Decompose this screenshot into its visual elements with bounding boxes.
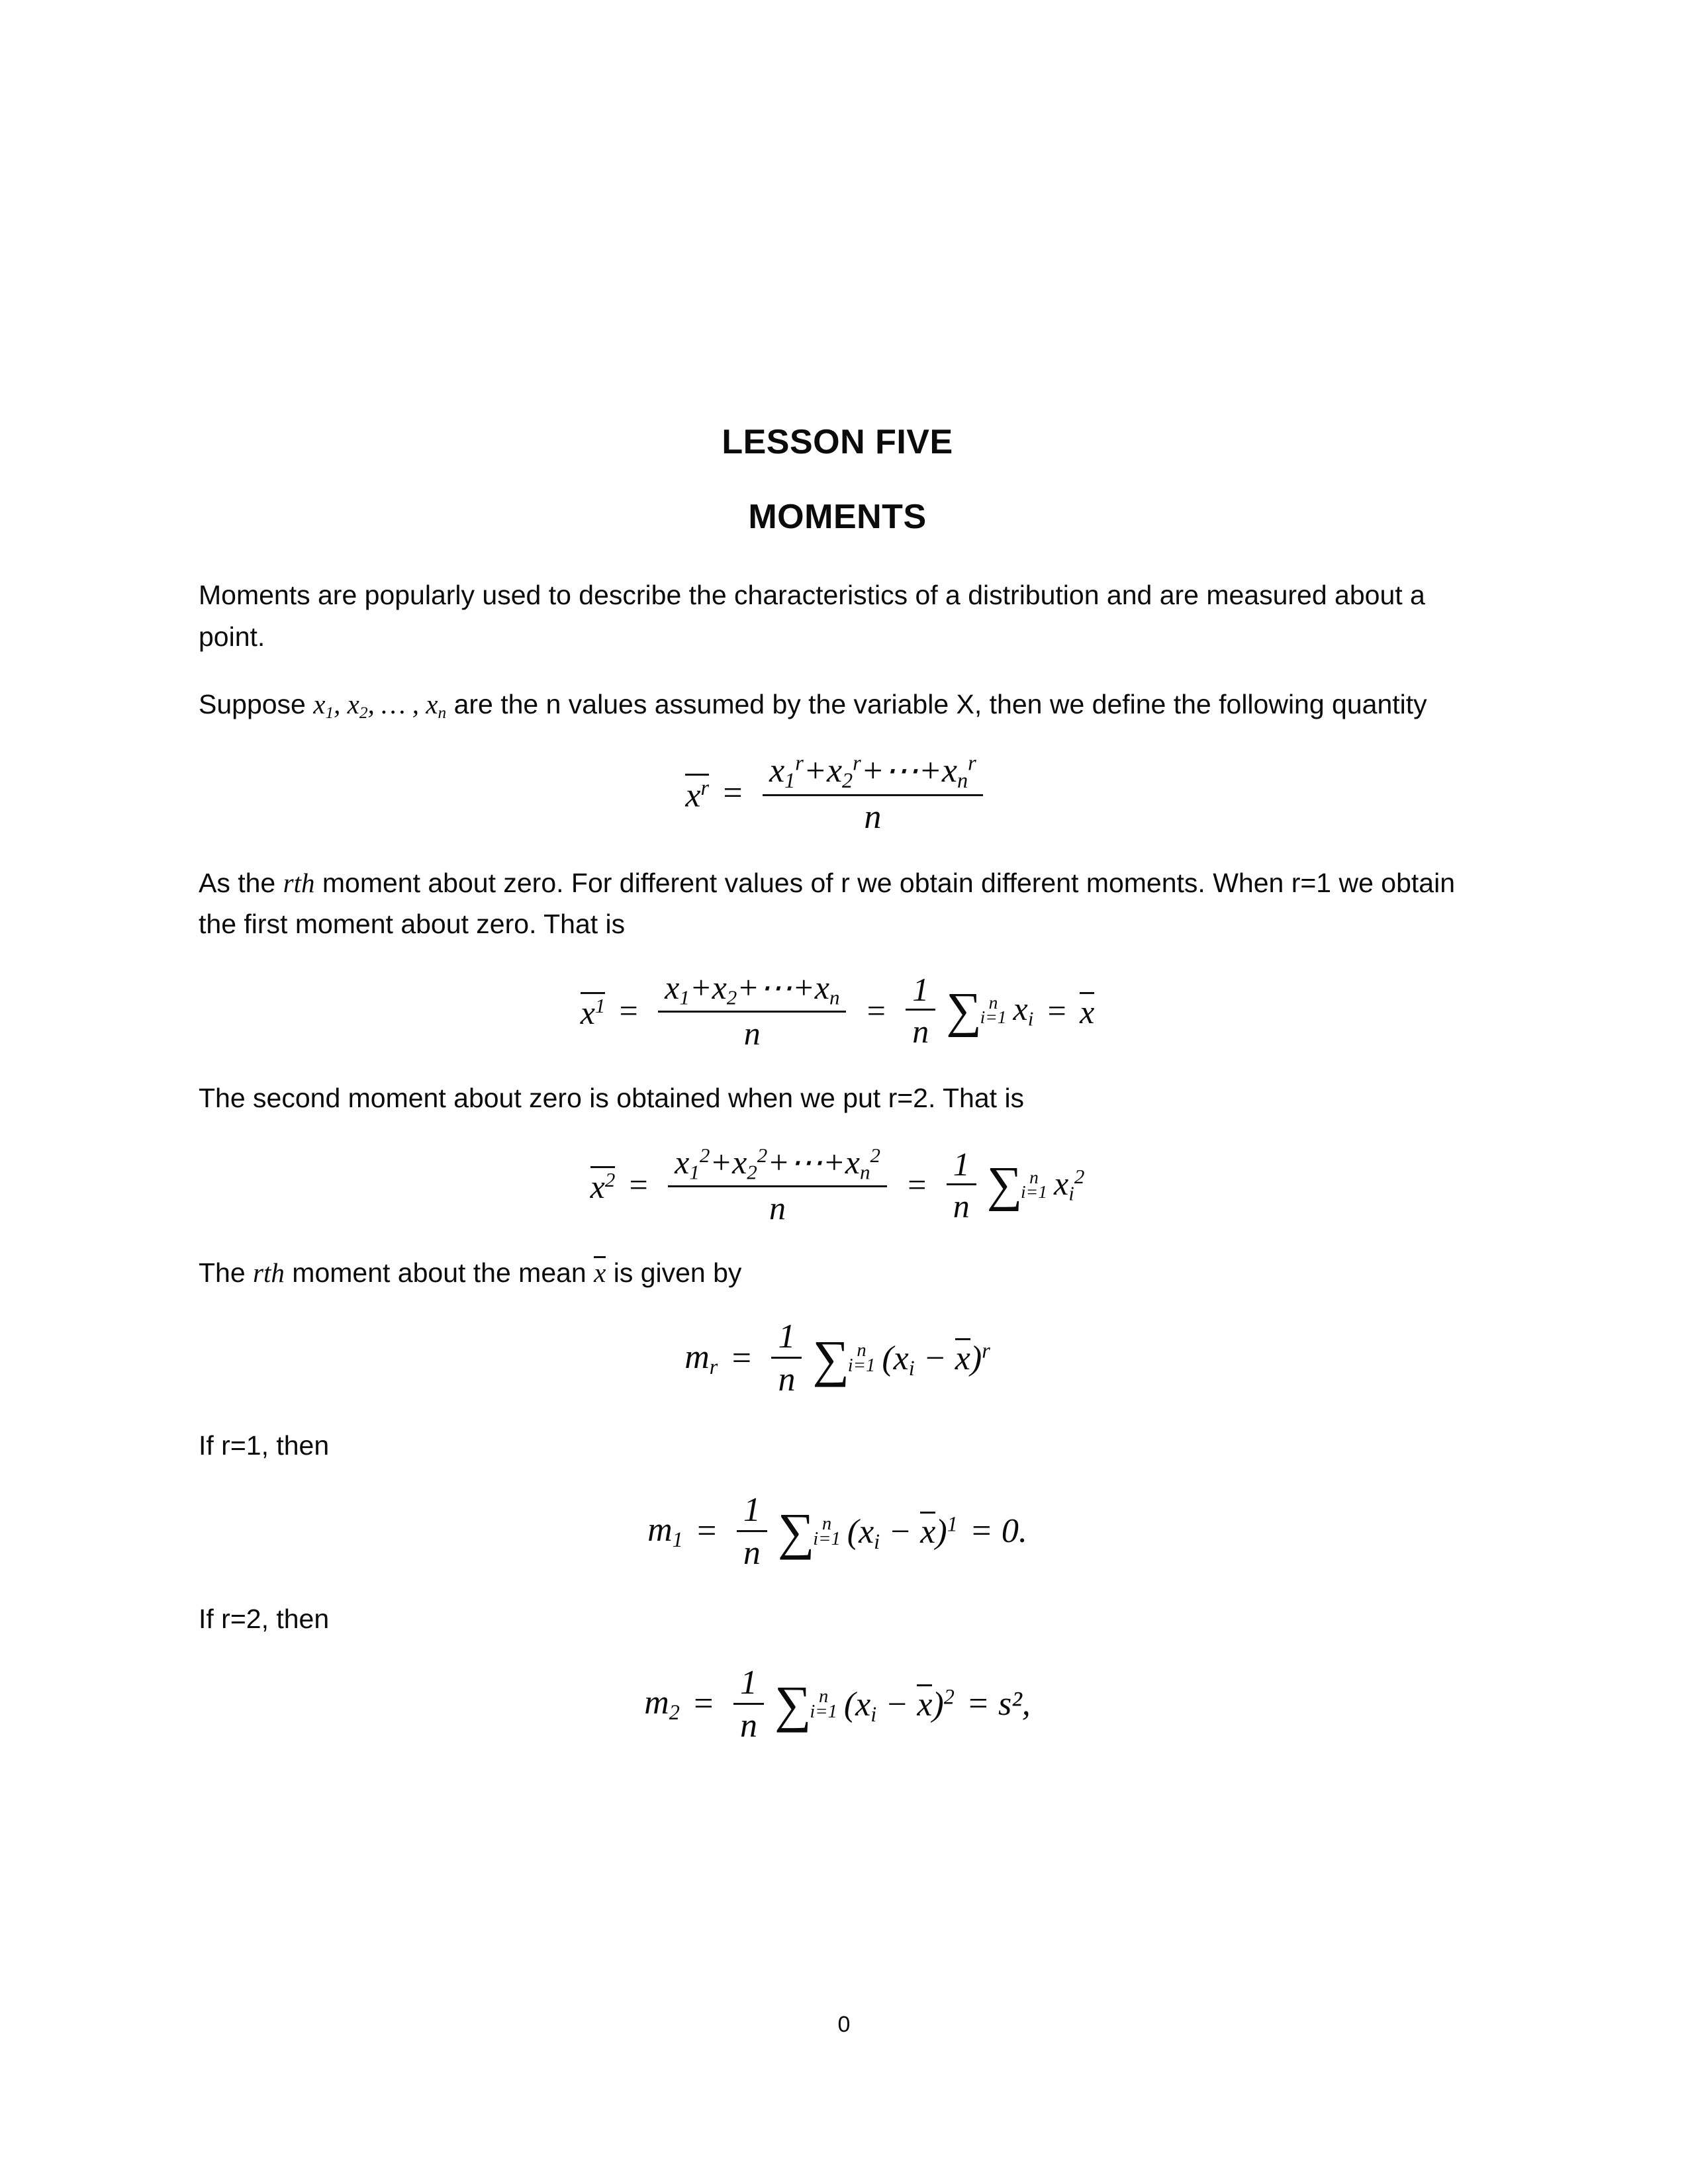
eq6-frac-den: n bbox=[739, 1706, 757, 1745]
eq4-sum-lower: i=1 bbox=[847, 1355, 876, 1377]
paragraph-if-r1: If r=1, then bbox=[199, 1430, 330, 1461]
eq2-numerator: $x_1+x_2+\cdots+x_n$ bbox=[658, 971, 846, 1013]
eq1-lhs bbox=[685, 774, 709, 813]
equation-1-row bbox=[685, 752, 989, 835]
text-rth-mean-part1: The bbox=[199, 1257, 254, 1289]
eq3-sum-upper: n bbox=[1029, 1166, 1039, 1187]
eq5-summation bbox=[774, 1502, 842, 1560]
sigma-icon: ∑ bbox=[946, 982, 982, 1038]
eq3-sum-lower: i=1 bbox=[1021, 1181, 1047, 1202]
text-as-part2: moment about zero. For different values of r we obtain different moments. When r=1 we obtain the first moment about zero. That is bbox=[199, 867, 1456, 940]
paragraph-as-rth bbox=[199, 862, 1476, 945]
eq3-equals-1: = bbox=[627, 1166, 650, 1204]
equation-first-moment bbox=[199, 971, 1476, 1050]
eq5-lhs bbox=[647, 1513, 683, 1550]
text-rth-mean-part3: is given by bbox=[606, 1257, 742, 1289]
eq5-sum-limits bbox=[813, 1514, 841, 1549]
eq3-sum-body: $x_i^2$ bbox=[1054, 1164, 1085, 1205]
eq2-equals-1: = bbox=[617, 991, 640, 1029]
eq6-frac-num: 1 bbox=[733, 1666, 764, 1705]
eq1-fraction bbox=[763, 752, 983, 835]
eq3-frac2-num: 1 bbox=[947, 1148, 976, 1185]
eq6-summation bbox=[771, 1675, 839, 1733]
eq2-sum-lower: i=1 bbox=[980, 1007, 1007, 1028]
equation-second-moment bbox=[199, 1144, 1476, 1227]
equation-3-row bbox=[590, 1144, 1085, 1227]
inline-math-rth-1: rth bbox=[283, 867, 315, 898]
sigma-icon: ∑ bbox=[986, 1157, 1023, 1212]
eq5-frac-den: n bbox=[743, 1533, 761, 1572]
eq6-equals: = bbox=[691, 1685, 715, 1723]
eq6-fraction bbox=[733, 1663, 764, 1745]
paragraph-suppose bbox=[199, 684, 1476, 726]
sub-n: n bbox=[438, 704, 447, 723]
eq1-lhs-sup: r bbox=[700, 775, 709, 799]
eq2-summation bbox=[942, 982, 1008, 1038]
eq3-fraction-1 bbox=[668, 1144, 887, 1227]
eq1-dots: ⋯ bbox=[884, 752, 919, 790]
eq1-equals: = bbox=[720, 774, 745, 812]
eq5-lhs-sub: 1 bbox=[672, 1527, 683, 1552]
text-rth-mean-part2: moment about the mean bbox=[284, 1257, 594, 1289]
eq4-frac-den: n bbox=[778, 1361, 796, 1399]
eq6-body: $(x_i - x)^2$ bbox=[843, 1684, 955, 1726]
page-number: 0 bbox=[837, 2012, 851, 2037]
sigma-icon: ∑ bbox=[812, 1329, 850, 1387]
eq2-equals-2: = bbox=[865, 991, 888, 1029]
paragraph-rth-about-mean bbox=[199, 1252, 1476, 1293]
eq2-fraction-2 bbox=[906, 973, 935, 1048]
eq3-lhs-base: x bbox=[590, 1168, 605, 1206]
inline-math-rth-2: rth bbox=[253, 1257, 285, 1289]
eq1-term1: $x_1^r$ bbox=[769, 751, 804, 793]
comma-2: , … , bbox=[367, 689, 426, 719]
eq3-fraction-2 bbox=[947, 1145, 976, 1224]
eq2-lhs bbox=[581, 992, 606, 1029]
eq2-sum-limits bbox=[980, 993, 1007, 1027]
eq3-numerator: $x_1^2+x_2^2+\cdots+x_n^2$ bbox=[668, 1145, 887, 1187]
sub-2: 2 bbox=[359, 704, 368, 723]
eq6-lhs-base: m bbox=[644, 1684, 669, 1722]
eq3-frac2-den: n bbox=[953, 1187, 970, 1224]
equation-2-row bbox=[581, 971, 1095, 1050]
eq5-body: $(x_i - x)^1$ bbox=[847, 1511, 958, 1553]
equation-4-row bbox=[684, 1320, 990, 1397]
sigma-icon: ∑ bbox=[774, 1675, 812, 1733]
paragraph-second-moment: The second moment about zero is obtained when we put r=2. That is bbox=[199, 1083, 1025, 1114]
eq2-lhs-base: x bbox=[580, 993, 595, 1031]
eq2-lhs-sup: 1 bbox=[594, 993, 606, 1017]
eq5-sum-lower: i=1 bbox=[813, 1528, 841, 1549]
eq1-lhs-base: x bbox=[685, 776, 701, 815]
eq1-denominator: n bbox=[864, 797, 882, 836]
eq1-plus2: + bbox=[861, 752, 884, 790]
equation-5-row bbox=[647, 1490, 1027, 1572]
equation-6-row bbox=[644, 1663, 1031, 1745]
eq4-frac-num: 1 bbox=[771, 1320, 802, 1359]
eq5-result: = 0. bbox=[969, 1512, 1027, 1551]
eq6-sum-upper: n bbox=[818, 1686, 829, 1707]
text-suppose-part2: are the n values assumed by the variable X, then we define the following quantity bbox=[446, 689, 1427, 719]
eq5-lhs-base: m bbox=[647, 1511, 673, 1549]
eq4-body: $(x_i - x)^r$ bbox=[882, 1338, 990, 1381]
page-title: LESSON FIVE bbox=[722, 423, 953, 461]
eq2-frac2-num: 1 bbox=[906, 973, 935, 1011]
inline-math-xbar: x bbox=[594, 1257, 606, 1289]
eq2-sum-body: $x_i$ bbox=[1013, 989, 1034, 1030]
eq6-lhs-sub: 2 bbox=[669, 1700, 680, 1725]
eq2-sum-upper: n bbox=[988, 992, 998, 1013]
eq5-fraction bbox=[737, 1490, 767, 1572]
eq6-sum-limits bbox=[810, 1687, 837, 1722]
document-body bbox=[199, 424, 1476, 1771]
text-as-part1: As the bbox=[199, 867, 283, 898]
eq6-lhs bbox=[644, 1686, 680, 1723]
eq1-plus3: + bbox=[918, 752, 942, 790]
eq4-summation bbox=[808, 1329, 876, 1387]
eq6-result: = s², bbox=[966, 1685, 1031, 1723]
eq3-sum-limits bbox=[1021, 1168, 1047, 1202]
eq1-termn: $x_n^r$ bbox=[941, 751, 976, 793]
equation-rth-moment-about-zero bbox=[199, 752, 1476, 835]
eq3-equals-2: = bbox=[905, 1166, 928, 1204]
eq1-plus1: + bbox=[803, 752, 827, 790]
eq5-equals: = bbox=[694, 1512, 718, 1551]
eq3-lhs-sup: 2 bbox=[604, 1168, 616, 1192]
equation-mr bbox=[199, 1320, 1476, 1397]
page-subtitle: MOMENTS bbox=[748, 498, 927, 537]
eq4-lhs bbox=[684, 1340, 718, 1377]
eq3-lhs bbox=[590, 1166, 616, 1206]
eq4-equals: = bbox=[729, 1339, 753, 1377]
eq5-sum-upper: n bbox=[821, 1513, 832, 1534]
eq4-lhs-base: m bbox=[684, 1338, 710, 1376]
eq2-fraction-1 bbox=[658, 971, 846, 1050]
eq2-frac2-den: n bbox=[912, 1013, 929, 1050]
text-suppose-part1: Suppose bbox=[199, 689, 314, 719]
eq4-sum-limits bbox=[848, 1341, 876, 1376]
comma-1: , bbox=[334, 689, 348, 719]
equation-m2 bbox=[199, 1663, 1476, 1745]
eq4-lhs-sub: r bbox=[709, 1354, 718, 1379]
eq2-equals-3: = bbox=[1045, 991, 1068, 1029]
eq2-result: x bbox=[1080, 993, 1095, 1031]
eq1-numerator bbox=[763, 752, 983, 796]
sub-1: 1 bbox=[325, 704, 334, 723]
eq2-denominator: n bbox=[743, 1015, 761, 1052]
sigma-icon: ∑ bbox=[777, 1502, 815, 1560]
eq4-sum-upper: n bbox=[857, 1340, 867, 1361]
eq3-denominator: n bbox=[769, 1189, 786, 1227]
eq4-fraction bbox=[771, 1320, 802, 1397]
eq3-summation bbox=[983, 1157, 1049, 1212]
paragraph-intro: Moments are popularly used to describe the characteristics of a distribution and are measured about a point. bbox=[199, 580, 1425, 652]
equation-m1 bbox=[199, 1490, 1476, 1572]
eq1-term2: $x_2^r$ bbox=[826, 751, 861, 793]
paragraph-if-r2: If r=2, then bbox=[199, 1603, 330, 1634]
eq5-frac-num: 1 bbox=[737, 1493, 767, 1532]
inline-math-x-series: $x_1$, $x_2$, … , $x_n$ bbox=[313, 689, 447, 723]
eq6-sum-lower: i=1 bbox=[810, 1701, 837, 1722]
